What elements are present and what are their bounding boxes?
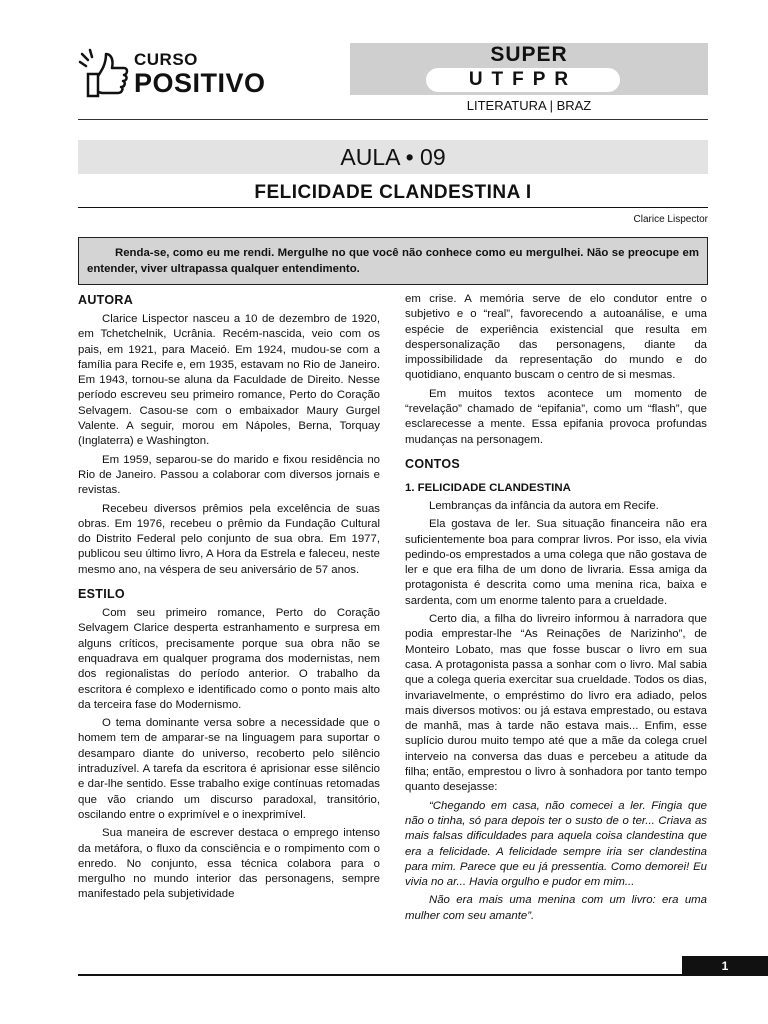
author-credit: Clarice Lispector xyxy=(633,214,708,225)
logo-line1: CURSO xyxy=(134,50,198,69)
section-heading-contos: CONTOS xyxy=(405,456,461,471)
lesson-number: AULA • 09 xyxy=(78,140,708,174)
paragraph: O tema dominante versa sobre a necessidade que o homem tem de amparar-se na linguagem para suportar o desamparo diante do universo, recoberto pelo silêncio intraduzível. A tarefa da escritora é aprisionar esse silêncio e dar-lhe sentido. Esse trabalho exige contínuas retomadas que vão criando um discurso paradoxal, transitório, oscilando entre o exprimível e o inexprimível. xyxy=(78,717,380,821)
paragraph: Em muitos textos acontece um momento de “revelação” chamado de “epifania”, como um “flash”, que esclarecesse a mente. Essa epifania provoca profundas mudanças na personagem. xyxy=(405,387,707,446)
paragraph: Ela gostava de ler. Sua situação financeira não era suficientemente boa para comprar livros. Por isso, ela vivia pedindo-os emprestados a uma colega que não gostava de ler e que era filha de um dono de livraria. Essa amiga da protagonista é descrita como uma menina rica, baixa e sardenta, com um enorme talento para a crueldade. xyxy=(405,518,707,607)
subject-label: LITERATURA | BRAZ xyxy=(466,98,592,113)
utfpr-label: UTFPR xyxy=(426,68,620,92)
paragraph: Clarice Lispector nasceu a 10 de dezembro de 1920, em Tchetchelnik, Ucrânia. Recém-nascida, veio com os pais, em 1921, para Maceió. Em 1924, mudou-se com a família para Recife e, em 1935, estavam no Rio de Janeiro. Em 1943, tornou-se aluna da Faculdade de Direito. Nesse período escreveu seu primeiro romance, Perto do Coração Selvagem. Casou-se com o embaixador Maury Gurgel Valente. A seguir, morou em Nápoles, Berna, Torquay (Inglaterra) e Washington. xyxy=(78,313,380,448)
page-number: 1 xyxy=(682,956,768,976)
epigraph-text: Renda-se, como eu me rendi. Mergulhe no que você não conhece como eu mergulhei. Não se preocupe em entender, viver ultrapassa qualquer entendimento. xyxy=(87,247,699,275)
paragraph: Certo dia, a filha do livreiro informou à narradora que podia emprestar-lhe “As Reinações de Narizinho”, de Monteiro Lobato, mas que fosse buscar o livro em sua casa. A protagonista passa a sonhar com o livro. Mal sabia que a colega queria exercitar sua crueldade. Todos os dias, invariavelmente, o empréstimo do livro era adiado, pelos mais diversos motivos: ou já estava emprestado, ou estava de manhã, mas à tarde não estava mais... Enfim, esse suplício durou muito tempo até que a mãe da colega cruel interveio na conversa das duas e percebeu a atitude da filha; então, emprestou o livro à sonhadora por tanto tempo quanto desejasse: xyxy=(405,613,707,794)
super-label: SUPER xyxy=(490,43,568,66)
header-divider xyxy=(78,119,708,120)
course-header-box xyxy=(350,43,708,95)
footer-divider xyxy=(78,974,768,976)
curso-positivo-logo xyxy=(78,46,268,106)
left-column xyxy=(78,292,380,906)
story-quote: “Chegando em casa, não comecei a ler. Fingia que não o tinha, só para depois ter o susto de o ter... Criava as mais falsas dificuldades para aquela coisa clandestina que era a felicidade. A felicidade sempre iria ser clandestina para mim. Parece que eu já pressentia. Como demorei! Eu vivia no ar... Havia orgulho e pudor em mim... xyxy=(405,799,707,889)
story-quote: Não era mais uma menina com um livro: era uma mulher com seu amante”. xyxy=(405,894,707,922)
section-heading-estilo: ESTILO xyxy=(78,587,125,602)
story-heading: 1. FELICIDADE CLANDESTINA xyxy=(405,481,571,494)
logo-line2: POSITIVO xyxy=(134,68,266,98)
right-column xyxy=(405,292,707,927)
section-heading-autora: AUTORA xyxy=(78,293,134,307)
paragraph: Com seu primeiro romance, Perto do Coração Selvagem Clarice desperta estranhamento e surpresa em alguns críticos, precisamente porque sua obra não se enquadrava em qualquer programa dos modernistas, nem dos regionalistas do período anterior. O trabalho da escritora é complexo e identificado como o ponto mais alto da terceira fase do Modernismo. xyxy=(78,607,380,711)
paragraph: Sua maneira de escrever destaca o emprego intenso da metáfora, o fluxo da consciência e o rompimento com o enredo. No conjunto, essa técnica colabora para o mergulho no mundo interior das personagens, sempre manifestado pela subjetividade xyxy=(78,827,380,901)
thumbs-up-icon xyxy=(78,48,130,100)
paragraph: em crise. A memória serve de elo condutor entre o subjetivo e o “real”, favorecendo a autoanálise, e uma espécie de experiência existencial que resulta em despersonalização das personagens, diante da impossibilidade da representação do mundo e do quotidiano, enquanto buscam o centro de si mesmas. xyxy=(405,293,707,382)
paragraph: Lembranças da infância da autora em Recife. xyxy=(429,499,659,512)
paragraph: Em 1959, separou-se do marido e fixou residência no Rio de Janeiro. Passou a colaborar com diversos jornais e revistas. xyxy=(78,453,380,497)
paragraph: Recebeu diversos prêmios pela excelência de suas obras. Em 1976, recebeu o prêmio da Fundação Cultural do Distrito Federal pelo conjunto de sua obra. Em 1977, publicou seu último livro, A Hora da Estrela e faleceu, neste mesmo ano, na véspera de seu aniversário de 57 anos. xyxy=(78,502,380,576)
title-divider xyxy=(78,207,708,208)
page-title: FELICIDADE CLANDESTINA I xyxy=(254,182,532,203)
epigraph-box xyxy=(78,237,708,285)
